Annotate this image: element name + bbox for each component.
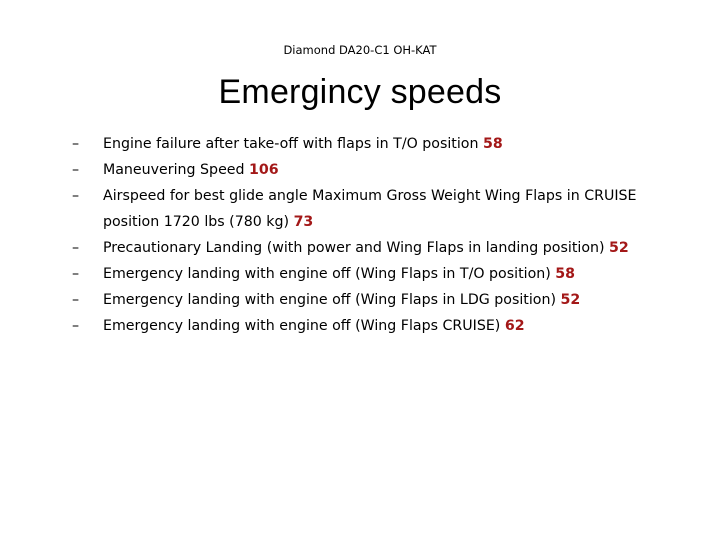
list-item-text: Engine failure after take-off with flaps in T/O position [103, 136, 483, 152]
bullet-dash: – [72, 240, 80, 256]
list-item [72, 157, 672, 183]
list-item [72, 261, 672, 287]
bullet-dash: – [72, 318, 80, 334]
list-item-text: Precautionary Landing (with power and Wing Flaps in landing position) [103, 240, 610, 256]
slide-subtitle: Diamond DA20-C1 OH-KAT [283, 43, 437, 57]
speed-value: 52 [560, 292, 581, 308]
list-item [72, 313, 672, 339]
bullet-dash: – [72, 188, 80, 204]
list-item-text: Emergency landing with engine off (Wing Flaps in T/O position) [103, 266, 556, 282]
list-item [72, 287, 672, 313]
bullet-dash: – [72, 162, 80, 178]
list-item-text: Maneuvering Speed [103, 162, 250, 178]
list-item-text: Emergency landing with engine off (Wing Flaps in LDG position) [103, 292, 561, 308]
list-item-text: Emergency landing with engine off (Wing Flaps CRUISE) [103, 318, 505, 334]
speed-value: 62 [504, 318, 525, 334]
speed-value: 58 [483, 136, 503, 152]
list-item [72, 235, 672, 261]
list-item-text: Airspeed for best glide angle Maximum Gross Weight Wing Flaps in CRUISE position 1720 lbs (780 kg) [103, 188, 637, 230]
list-item [72, 131, 672, 157]
speed-list [72, 131, 672, 339]
bullet-dash: – [72, 266, 80, 282]
speed-value: 73 [293, 214, 314, 230]
speed-value: 52 [609, 240, 629, 256]
slide-title: Emergincy speeds [218, 73, 502, 111]
bullet-dash: – [72, 136, 80, 152]
list-item [72, 183, 672, 235]
speed-value: 106 [249, 162, 279, 178]
speed-value: 58 [555, 266, 576, 282]
bullet-dash: – [72, 292, 80, 308]
